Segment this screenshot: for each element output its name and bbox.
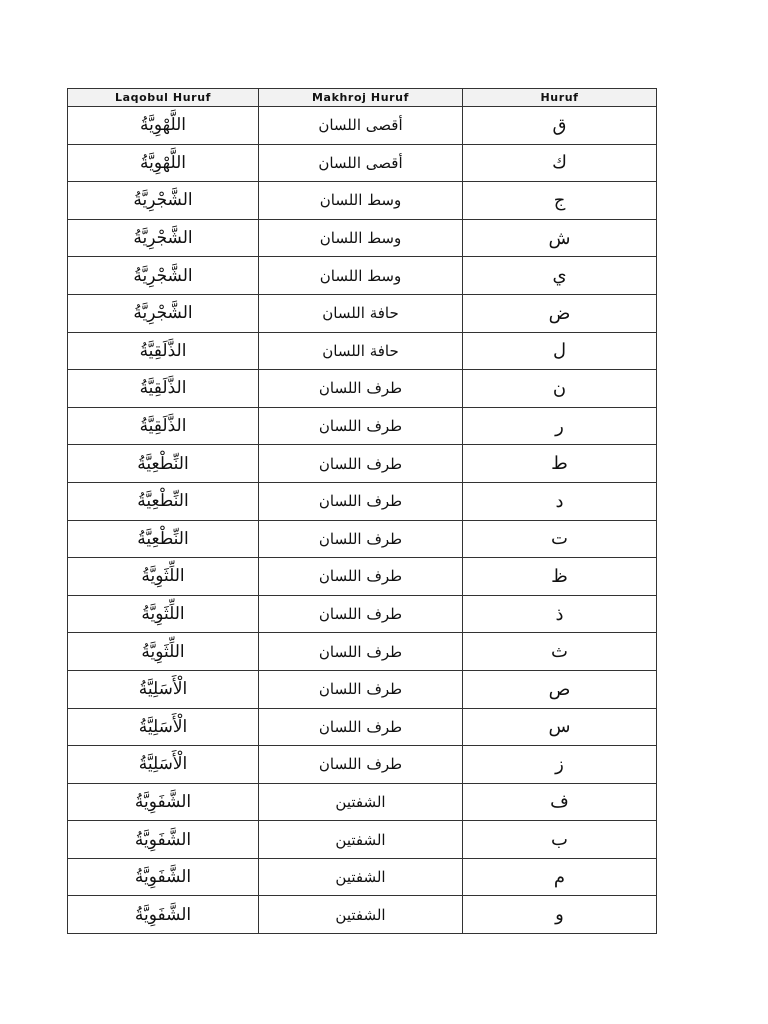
table-row	[68, 595, 657, 633]
table-row	[68, 633, 657, 671]
laqob-cell: الشَّفَوِيَّةُ	[68, 858, 259, 896]
table-row	[68, 294, 657, 332]
table-header	[68, 89, 657, 107]
makhroj-cell: طرف اللسان	[259, 520, 463, 558]
huruf-cell: ل	[463, 332, 657, 370]
document-page	[67, 88, 656, 934]
huruf-cell: ز	[463, 746, 657, 784]
laqob-cell: الشَّجْرِيَّةُ	[68, 294, 259, 332]
table-body	[68, 107, 657, 934]
table-row	[68, 219, 657, 257]
makhroj-cell: وسط اللسان	[259, 219, 463, 257]
huruf-cell: ص	[463, 670, 657, 708]
makhroj-cell: طرف اللسان	[259, 445, 463, 483]
makhroj-cell: أقصى اللسان	[259, 144, 463, 182]
table-row	[68, 520, 657, 558]
huruf-table	[67, 88, 657, 934]
laqob-cell: الشَّفَوِيَّةُ	[68, 783, 259, 821]
table-row	[68, 670, 657, 708]
makhroj-cell: الشفتين	[259, 821, 463, 859]
huruf-cell: ط	[463, 445, 657, 483]
laqob-cell: اللِّثَوِيَّةُ	[68, 595, 259, 633]
laqob-cell: الْأَسَلِيَّةُ	[68, 708, 259, 746]
makhroj-cell: حافة اللسان	[259, 294, 463, 332]
laqob-cell: الذَّلَقِيَّةُ	[68, 370, 259, 408]
makhroj-cell: طرف اللسان	[259, 370, 463, 408]
makhroj-cell: طرف اللسان	[259, 558, 463, 596]
huruf-cell: ف	[463, 783, 657, 821]
table-row	[68, 708, 657, 746]
table-row	[68, 332, 657, 370]
table-row	[68, 445, 657, 483]
huruf-cell: ت	[463, 520, 657, 558]
makhroj-cell: طرف اللسان	[259, 633, 463, 671]
makhroj-cell: أقصى اللسان	[259, 107, 463, 145]
laqob-cell: الشَّفَوِيَّةُ	[68, 896, 259, 934]
huruf-cell: ق	[463, 107, 657, 145]
table-row	[68, 257, 657, 295]
huruf-cell: ك	[463, 144, 657, 182]
laqob-cell: النِّطْعِيَّةُ	[68, 482, 259, 520]
table-row	[68, 370, 657, 408]
huruf-cell: ض	[463, 294, 657, 332]
laqob-cell: الشَّجْرِيَّةُ	[68, 219, 259, 257]
makhroj-cell: الشفتين	[259, 783, 463, 821]
huruf-cell: م	[463, 858, 657, 896]
header-row	[68, 89, 657, 107]
table-row	[68, 746, 657, 784]
laqob-cell: الشَّفَوِيَّةُ	[68, 821, 259, 859]
laqob-cell: الْأَسَلِيَّةُ	[68, 670, 259, 708]
table-row	[68, 144, 657, 182]
table-row	[68, 482, 657, 520]
huruf-cell: ن	[463, 370, 657, 408]
laqob-cell: اللَّهْوِيَّةُ	[68, 144, 259, 182]
laqob-cell: الْأَسَلِيَّةُ	[68, 746, 259, 784]
makhroj-cell: الشفتين	[259, 858, 463, 896]
huruf-cell: ج	[463, 182, 657, 220]
makhroj-cell: طرف اللسان	[259, 670, 463, 708]
table-row	[68, 783, 657, 821]
laqob-cell: الشَّجْرِيَّةُ	[68, 257, 259, 295]
table-row	[68, 858, 657, 896]
huruf-cell: ي	[463, 257, 657, 295]
makhroj-cell: طرف اللسان	[259, 482, 463, 520]
laqob-cell: النِّطْعِيَّةُ	[68, 445, 259, 483]
makhroj-cell: طرف اللسان	[259, 407, 463, 445]
laqob-cell: اللَّهْوِيَّةُ	[68, 107, 259, 145]
laqob-cell: الذَّلَقِيَّةُ	[68, 332, 259, 370]
huruf-cell: د	[463, 482, 657, 520]
header-huruf: Huruf	[463, 89, 657, 107]
makhroj-cell: طرف اللسان	[259, 708, 463, 746]
huruf-cell: ذ	[463, 595, 657, 633]
huruf-cell: ش	[463, 219, 657, 257]
table-row	[68, 821, 657, 859]
laqob-cell: اللِّثَوِيَّةُ	[68, 633, 259, 671]
huruf-cell: ر	[463, 407, 657, 445]
makhroj-cell: الشفتين	[259, 896, 463, 934]
makhroj-cell: طرف اللسان	[259, 746, 463, 784]
laqob-cell: الذَّلَقِيَّةُ	[68, 407, 259, 445]
laqob-cell: الشَّجْرِيَّةُ	[68, 182, 259, 220]
table-row	[68, 896, 657, 934]
huruf-cell: و	[463, 896, 657, 934]
laqob-cell: اللِّثَوِيَّةُ	[68, 558, 259, 596]
table-row	[68, 558, 657, 596]
huruf-cell: ظ	[463, 558, 657, 596]
makhroj-cell: طرف اللسان	[259, 595, 463, 633]
header-makhroj-huruf: Makhroj Huruf	[259, 89, 463, 107]
huruf-cell: ب	[463, 821, 657, 859]
table-row	[68, 107, 657, 145]
laqob-cell: النِّطْعِيَّةُ	[68, 520, 259, 558]
makhroj-cell: حافة اللسان	[259, 332, 463, 370]
header-laqobul-huruf: Laqobul Huruf	[68, 89, 259, 107]
table-row	[68, 182, 657, 220]
table-row	[68, 407, 657, 445]
makhroj-cell: وسط اللسان	[259, 257, 463, 295]
makhroj-cell: وسط اللسان	[259, 182, 463, 220]
huruf-cell: س	[463, 708, 657, 746]
huruf-cell: ث	[463, 633, 657, 671]
